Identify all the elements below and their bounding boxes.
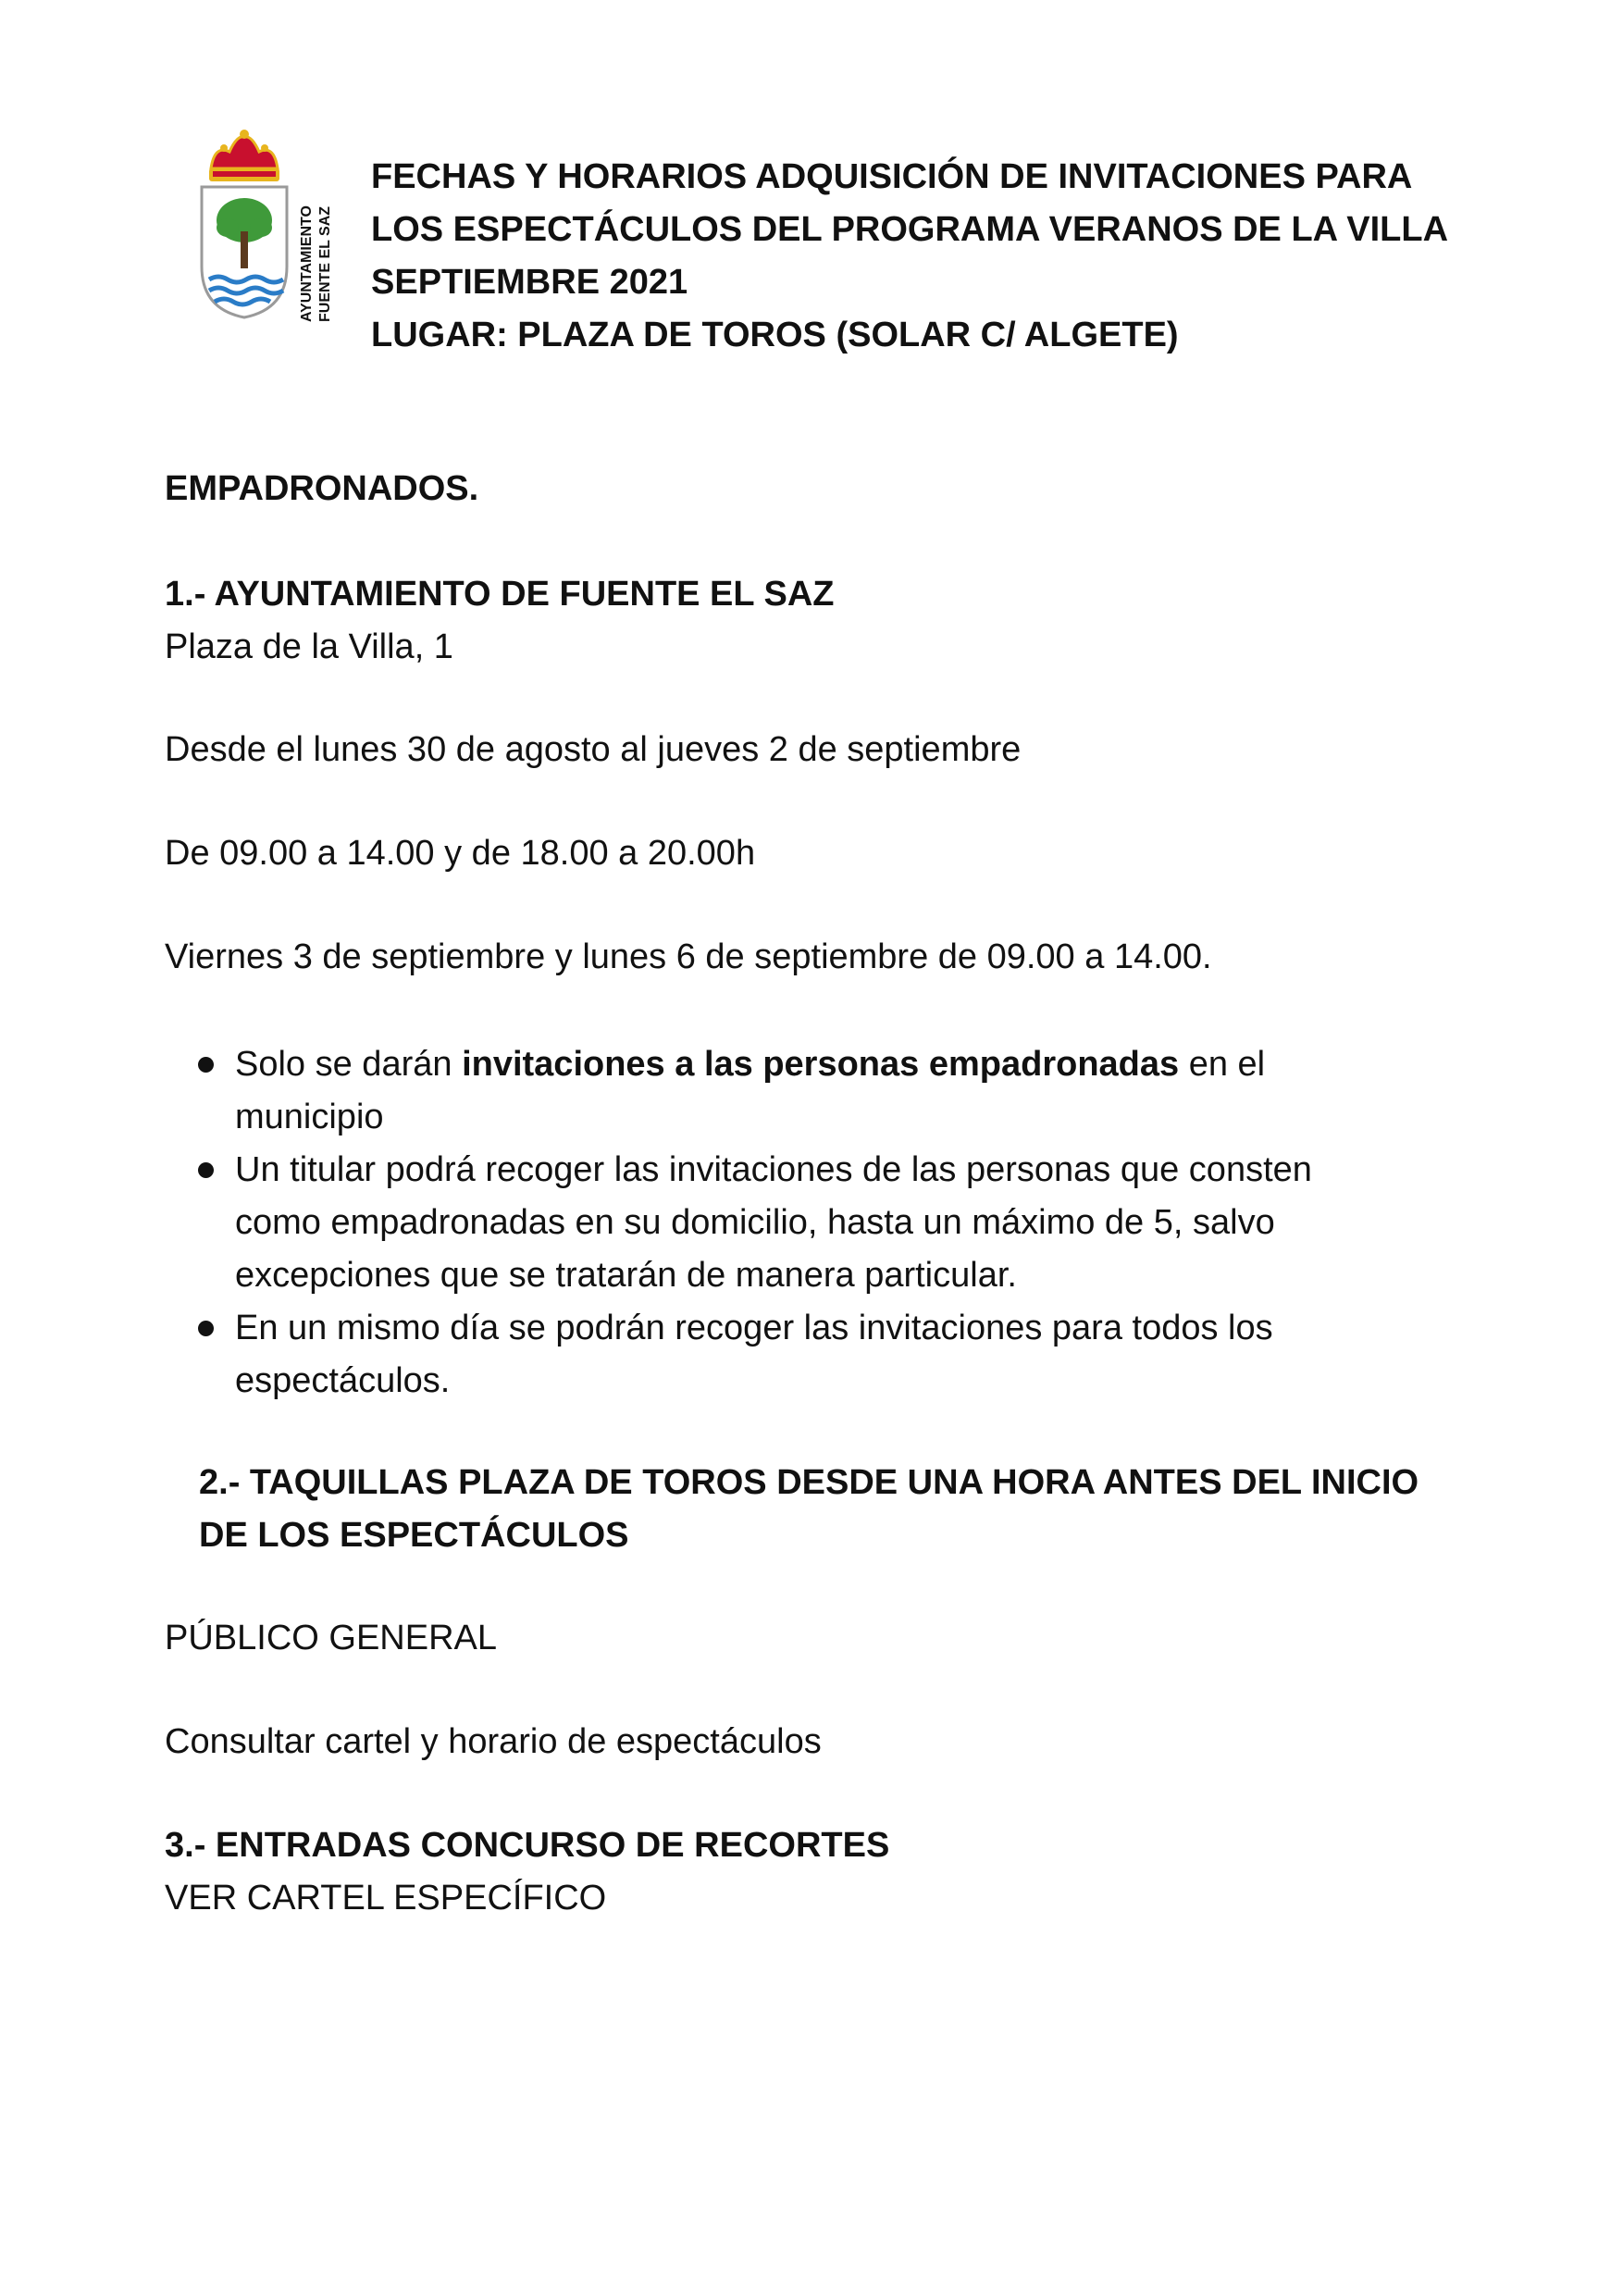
bullet-icon xyxy=(198,1162,214,1178)
extra-days-text: Viernes 3 de septiembre y lunes 6 de septiembre de 09.00 a 14.00. xyxy=(165,937,1212,976)
title-line: LOS ESPECTÁCULOS DEL PROGRAMA VERANOS DE LA VILLA xyxy=(371,210,1449,249)
section1-title: 1.- AYUNTAMIENTO DE FUENTE EL SAZ xyxy=(165,575,835,614)
conditions-list xyxy=(194,1038,1508,1408)
section3-title: 3.- ENTRADAS CONCURSO DE RECORTES xyxy=(165,1826,890,1865)
empadronados-heading: EMPADRONADOS. xyxy=(165,469,479,508)
crest-caption xyxy=(292,165,337,322)
section2-note: Consultar cartel y horario de espectáculos xyxy=(165,1722,822,1761)
section2-title: 2.- TAQUILLAS PLAZA DE TOROS DESDE UNA HORA ANTES DEL INICIO DE LOS ESPECTÁCULOS xyxy=(199,1463,1419,1555)
address-text: Plaza de la Villa, 1 xyxy=(165,627,453,666)
bold-phrase: invitaciones a las personas empadronadas xyxy=(462,1045,1180,1084)
title-line: SEPTIEMBRE 2021 xyxy=(371,263,688,302)
list-item: En un mismo día se podrán recoger las invitaciones para todos los espectáculos. xyxy=(194,1302,1508,1408)
section3-note: VER CARTEL ESPECÍFICO xyxy=(165,1879,607,1917)
title-line: LUGAR: PLAZA DE TOROS (SOLAR C/ ALGETE) xyxy=(371,316,1179,354)
list-item: Solo se darán invitaciones a las personas empadronadas en el municipio xyxy=(194,1038,1508,1144)
crest-caption-line1: AYUNTAMIENTO xyxy=(299,205,315,322)
crest-caption-line2: FUENTE EL SAZ xyxy=(317,205,333,322)
town-crest-logo xyxy=(196,128,292,322)
hours-text: De 09.00 a 14.00 y de 18.00 a 20.00h xyxy=(165,834,756,873)
dates-text: Desde el lunes 30 de agosto al jueves 2 de septiembre xyxy=(165,730,1022,769)
document-title xyxy=(371,151,1509,362)
title-line: FECHAS Y HORARIOS ADQUISICIÓN DE INVITACIONES PARA xyxy=(371,157,1413,196)
bullet-icon xyxy=(198,1321,214,1336)
audience-text: PÚBLICO GENERAL xyxy=(165,1619,497,1657)
bullet-icon xyxy=(198,1057,214,1073)
list-item: Un titular podrá recoger las invitaciones de las personas que consten como empadronadas en su domicilio, hasta un máximo de 5, salvo excepciones que se tratarán de manera particular. xyxy=(194,1144,1508,1302)
